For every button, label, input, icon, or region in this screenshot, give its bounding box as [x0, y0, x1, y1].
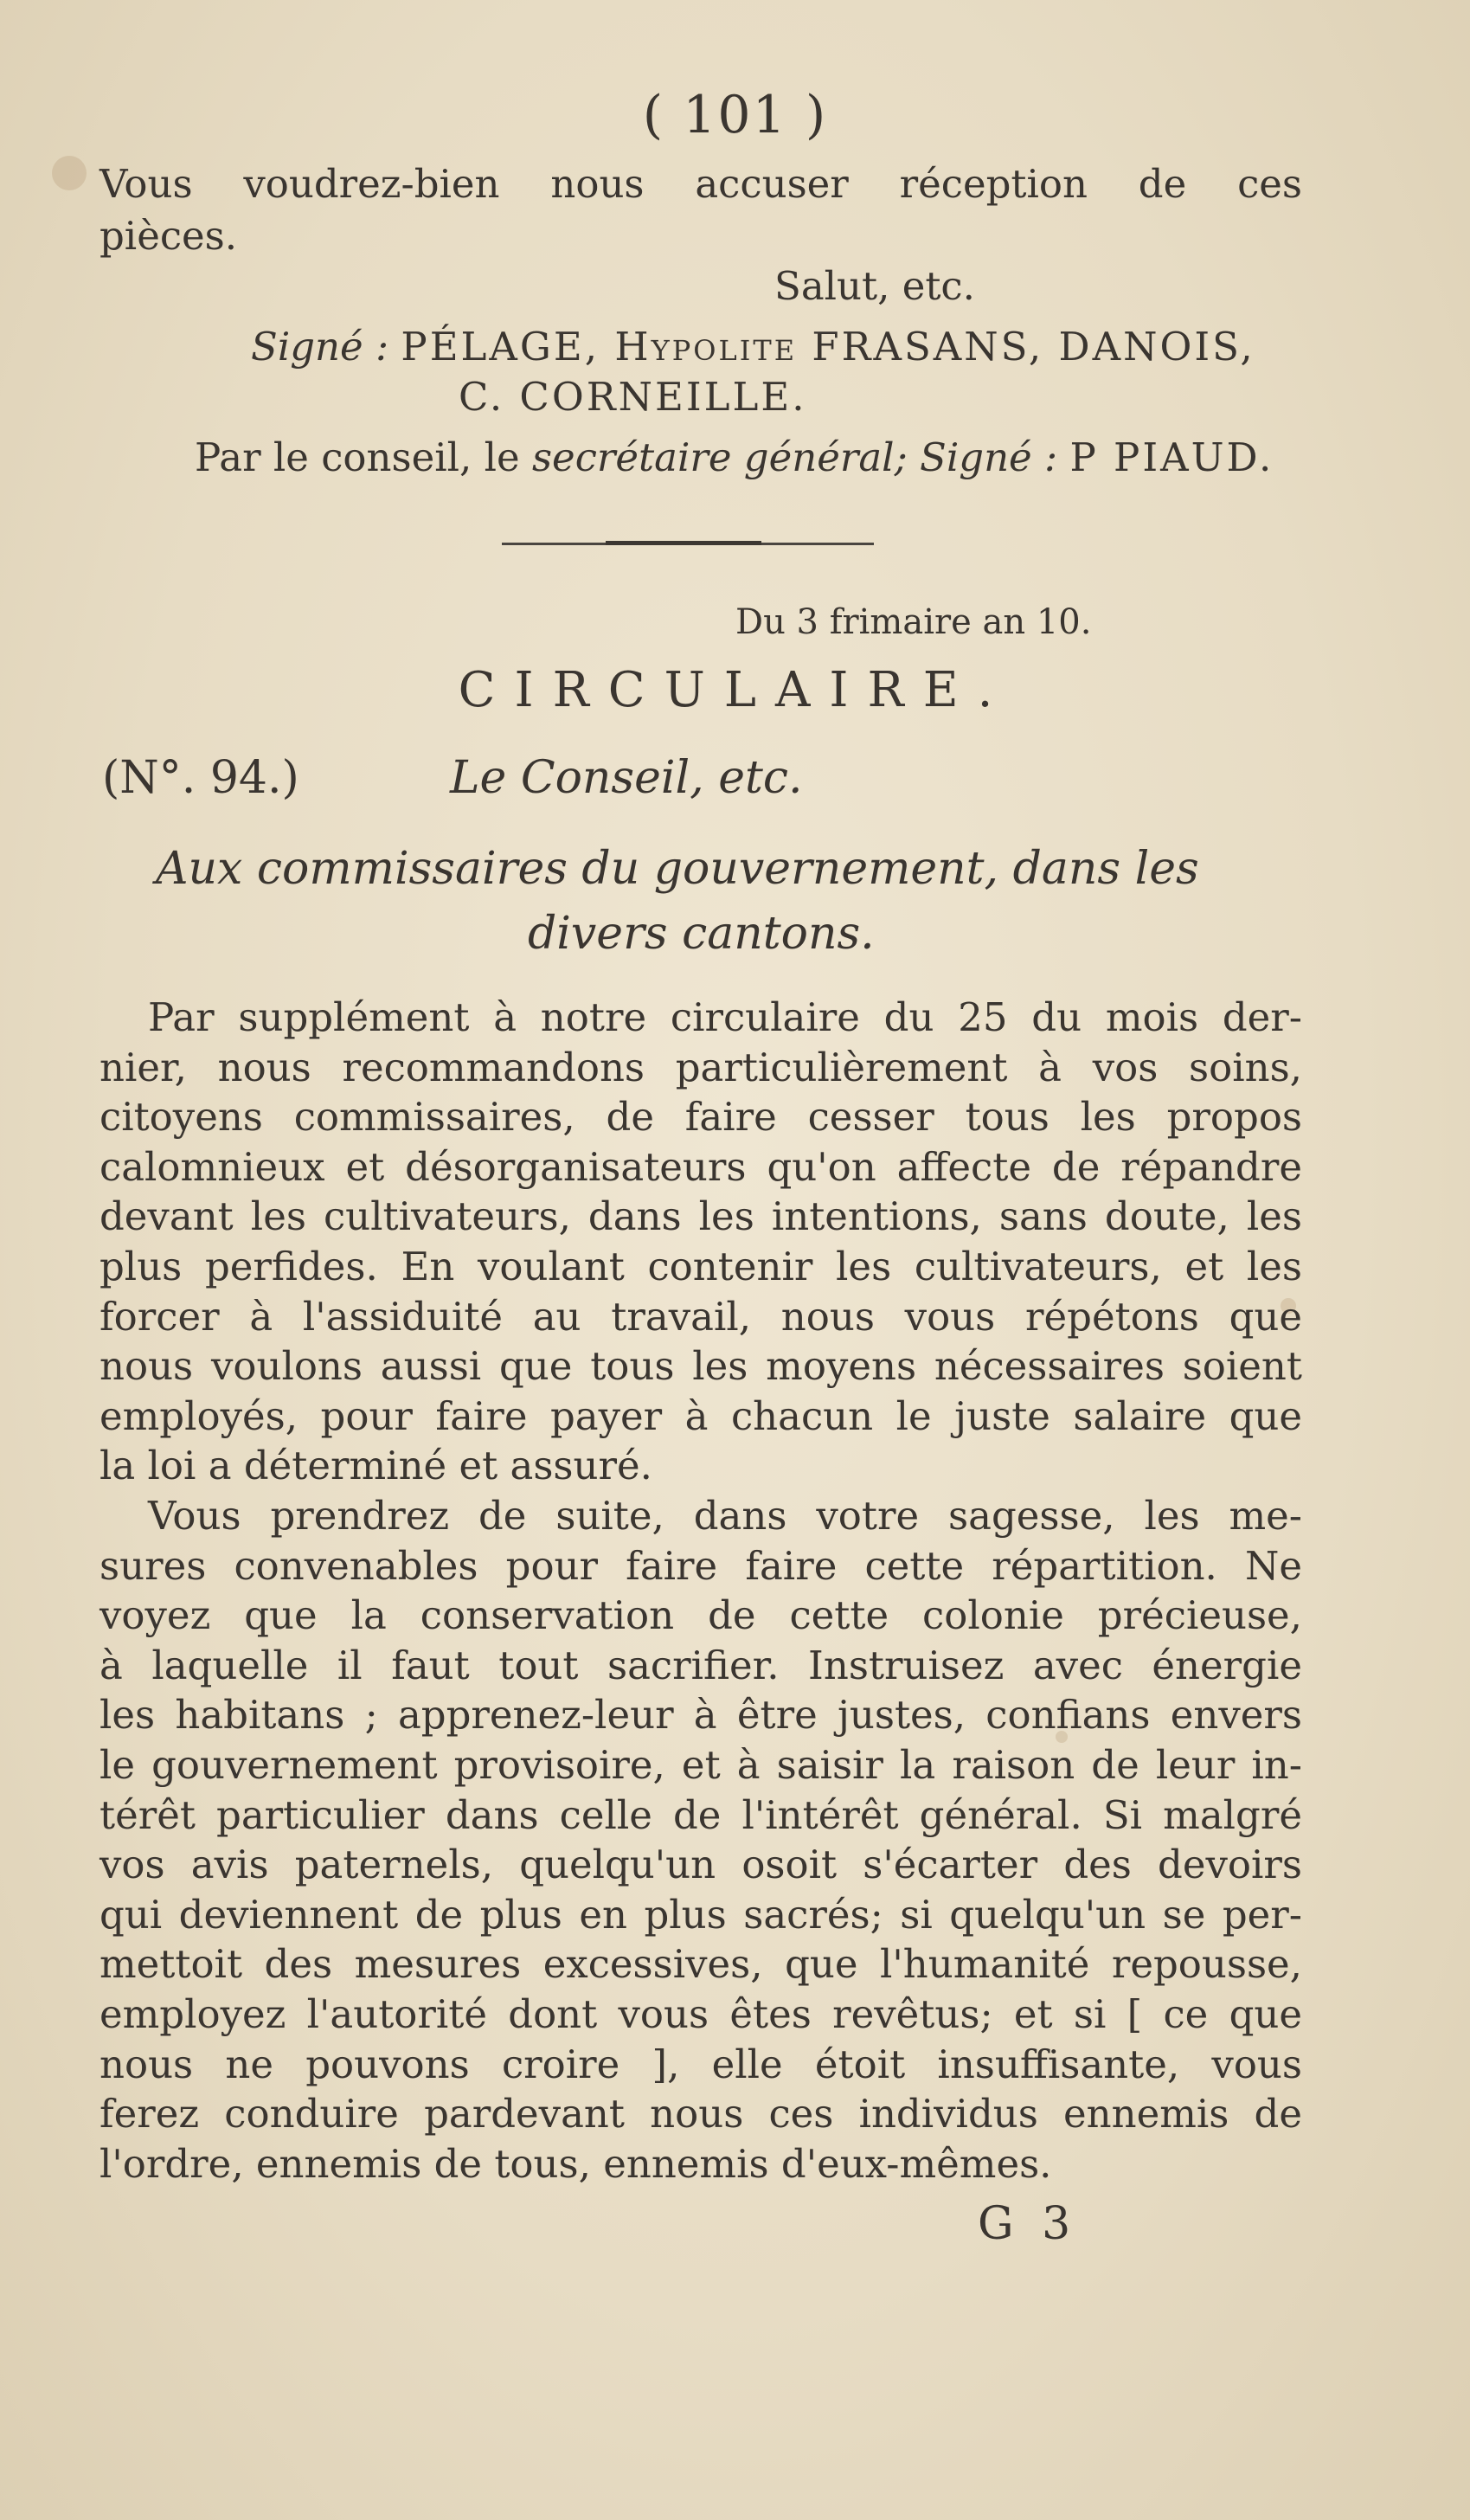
paragraph-line: les habitans ; apprenez-leur à être justes, confians envers [99, 1692, 1302, 1739]
paragraph-line: employez l'autorité dont vous êtes revêtus; et si [ ce que [99, 1991, 1302, 2037]
paragraph-line: vos avis paternels, quelqu'un osoit s'écarter des devoirs [99, 1842, 1302, 1888]
paragraph-line: plus perfides. En voulant contenir les cultivateurs, et les [99, 1244, 1302, 1289]
paragraph-line: devant les cultivateurs, dans les intentions, sans doute, les [99, 1193, 1302, 1240]
circular-from: Le Conseil, etc. [450, 752, 803, 804]
paper-stain [52, 156, 87, 190]
paragraph-line: Vous prendrez de suite, dans votre sagesse, les me- [148, 1493, 1302, 1539]
paragraph-line: nous ne pouvons croire ], elle étoit insuffisante, vous [99, 2041, 1302, 2087]
circular-addressee: Aux commissaires du gouvernement, dans les [156, 843, 1199, 895]
paragraph-line: employés, pour faire payer à chacun le juste salaire que [99, 1392, 1302, 1439]
council-prefix: Par le conseil, le [195, 434, 520, 480]
signatories-line: C. CORNEILLE. [459, 374, 807, 420]
paragraph-line: voyez que la conservation de cette colonie précieuse, [99, 1592, 1302, 1639]
circular-addressee: divers cantons. [528, 908, 875, 960]
acknowledgement-line: pièces. [99, 213, 238, 259]
paragraph-line: calomnieux et désorganisateurs qu'on affecte de répandre [99, 1143, 1302, 1190]
paragraph-line: sures convenables pour faire faire cette répartition. Ne [99, 1542, 1302, 1589]
paragraph-line: à laquelle il faut tout sacrifier. Instruisez avec énergie [99, 1642, 1302, 1688]
section-divider [502, 543, 874, 545]
paragraph-line: la loi a déterminé et assuré. [99, 1443, 652, 1489]
paragraph-line: nier, nous recommandons particulièrement à vos soins, [99, 1044, 1302, 1090]
signatories-names: PÉLAGE, Hypolite FRASANS, DANOIS, [401, 324, 1255, 370]
paragraph-line: Par supplément à notre circulaire du 25 du mois der- [148, 994, 1302, 1040]
page-number: ( 101 ) [642, 85, 828, 145]
paragraph-line: forcer à l'assiduité au travail, nous vous répétons que [99, 1293, 1302, 1340]
acknowledgement-line: Vous voudrez-bien nous accuser réception de ces [99, 161, 1302, 207]
signed-label: Signé : [251, 324, 389, 370]
paragraph-line: ferez conduire pardevant nous ces individus ennemis de [99, 2091, 1302, 2138]
circular-number: (N°. 94.) [102, 752, 299, 804]
paragraph-line: mettoit des mesures excessives, que l'humanité repousse, [99, 1941, 1302, 1988]
council-role: secrétaire général [531, 434, 895, 480]
circular-date: Du 3 frimaire an 10. [735, 602, 1092, 642]
paragraph-line: nous voulons aussi que tous les moyens nécessaires soient [99, 1343, 1302, 1390]
paragraph-line: le gouvernement provisoire, et à saisir la raison de leur in- [99, 1742, 1302, 1788]
salutation: Salut, etc. [774, 263, 975, 309]
paragraph-line: citoyens commissaires, de faire cesser tous les propos [99, 1094, 1302, 1141]
paragraph-line: térêt particulier dans celle de l'intérêt général. Si malgré [99, 1791, 1302, 1838]
circular-title: CIRCULAIRE. [458, 662, 1012, 718]
council-signed: ; Signé : [894, 434, 1058, 480]
printer-signature-mark: G 3 [978, 2198, 1078, 2250]
signatories-line [251, 322, 1255, 372]
paragraph-line: qui deviennent de plus en plus sacrés; si quelqu'un se per- [99, 1891, 1302, 1938]
council-signature-line [195, 433, 1274, 483]
council-name: P PIAUD. [1069, 434, 1274, 480]
paragraph-line: l'ordre, ennemis de tous, ennemis d'eux-mêmes. [99, 2140, 1052, 2187]
